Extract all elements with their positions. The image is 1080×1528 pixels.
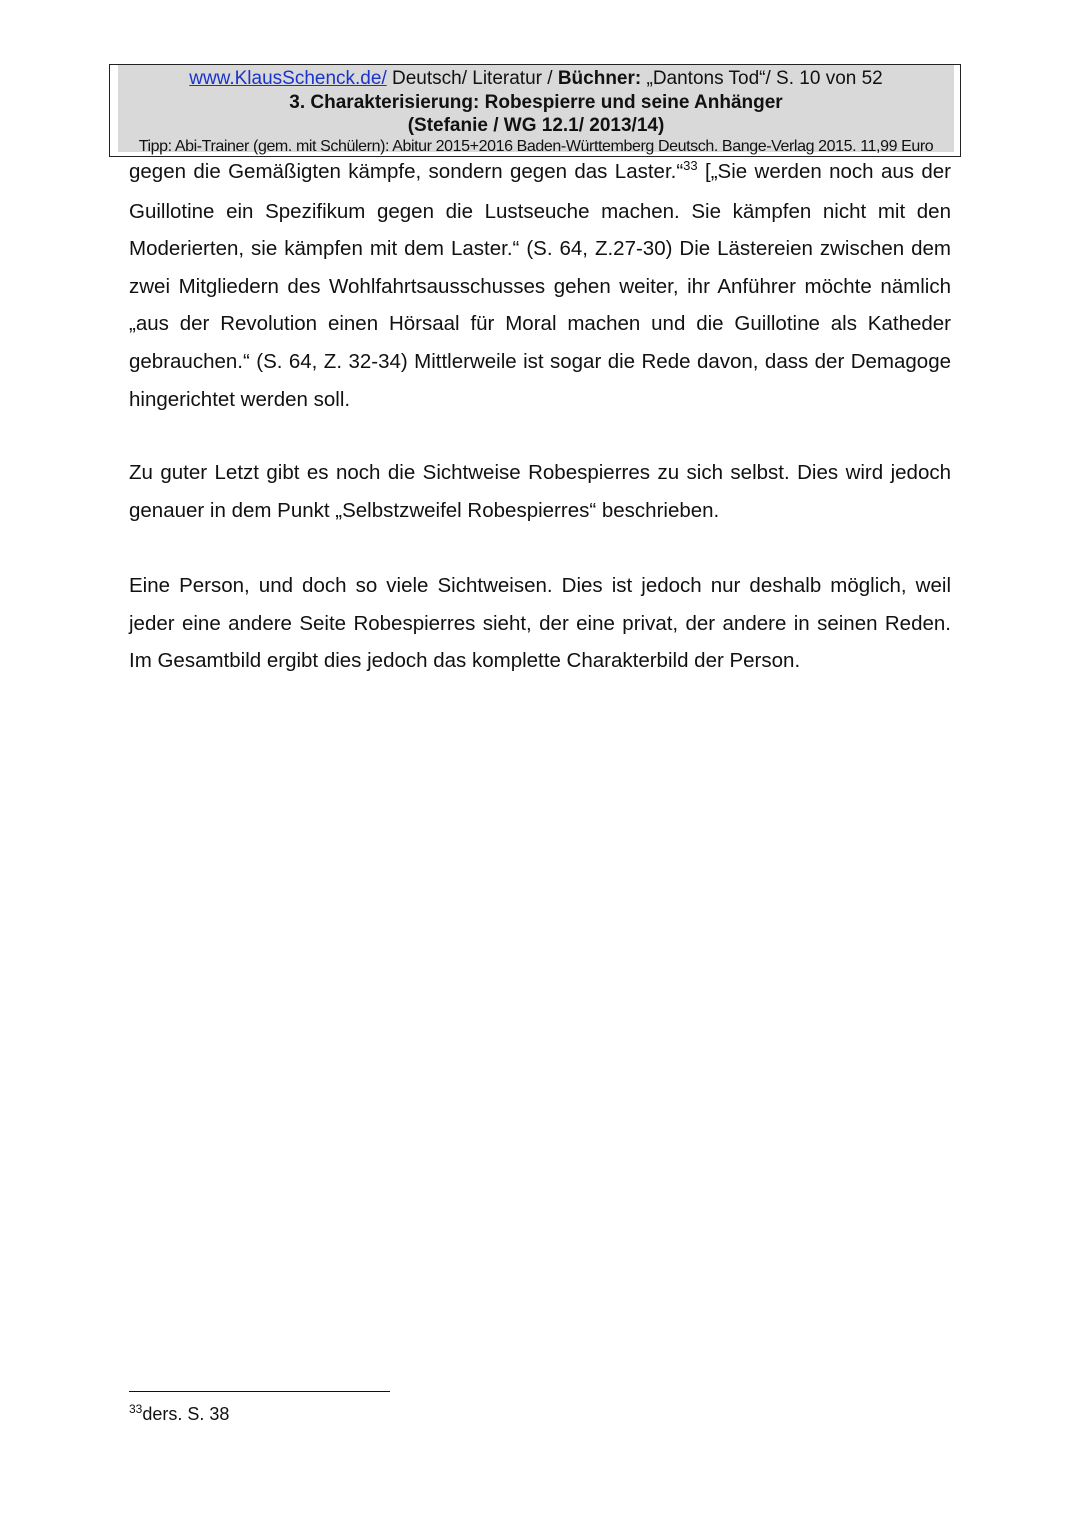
footnote xyxy=(129,1404,229,1425)
page-header xyxy=(109,64,961,157)
paragraph-3: Eine Person, und doch so viele Sichtweisen. Dies ist jedoch nur deshalb möglich, weil jeder eine andere Seite Robespierres sieht, der eine privat, der andere in seinen Reden. Im Gesamtbild ergibt dies jedoch das komplette Charakterbild der Person. xyxy=(129,574,951,673)
footnote-ref-33: 33 xyxy=(683,158,698,173)
paragraph-1-start: gegen die Gemäßigten kämpfe, sondern gegen das Laster.“ xyxy=(129,160,684,183)
header-subject: Deutsch/ Literatur / xyxy=(386,68,558,89)
header-chapter-title: 3. Charakterisierung: Robespierre und seine Anhänger xyxy=(289,92,783,113)
paragraph-1 xyxy=(129,153,951,418)
footnote-number: 33 xyxy=(129,1402,143,1416)
header-line-1 xyxy=(118,68,954,90)
paragraph-2: Zu guter Letzt gibt es noch die Sichtweise Robespierres zu sich selbst. Dies wird jedoch genauer in dem Punkt „Selbstzweifel Robespierres“ beschrieben. xyxy=(129,461,951,522)
header-shading xyxy=(118,65,954,155)
header-author: Büchner: xyxy=(557,68,642,89)
footnote-divider xyxy=(129,1391,390,1392)
paragraph-1-rest: [„Sie werden noch aus der Guillotine ein Spezifikum gegen die Lustseuche machen. Sie kämpfen nicht mit den Moderierten, sie kämpfen mit dem Laster.“ (S. 64, Z.27-30) Die Lästereien zwischen dem zwei Mitgliedern des Wohlfahrtsausschusses gehen weiter, ihr Anführer möchte nämlich „aus der Revolution einen Hörsaal für Moral machen und die Guillotine als Katheder gebrauchen.“ (S. 64, Z. 32-34) Mittlerweile ist sogar die Rede davon, dass der Demagoge hingerichtet werden soll. xyxy=(129,160,951,411)
website-link[interactable]: www.KlausSchenck.de/ xyxy=(189,68,387,89)
footnote-text: ders. S. 38 xyxy=(142,1404,230,1424)
header-author-class: (Stefanie / WG 12.1/ 2013/14) xyxy=(407,115,665,136)
header-work-page: „Dantons Tod“/ S. 10 von 52 xyxy=(641,68,883,89)
header-tip: Tipp: Abi-Trainer (gem. mit Schülern): Abitur 2015+2016 Baden-Württemberg Deutsch. Bange-Verlag 2015. 11,99 Euro xyxy=(138,138,934,155)
